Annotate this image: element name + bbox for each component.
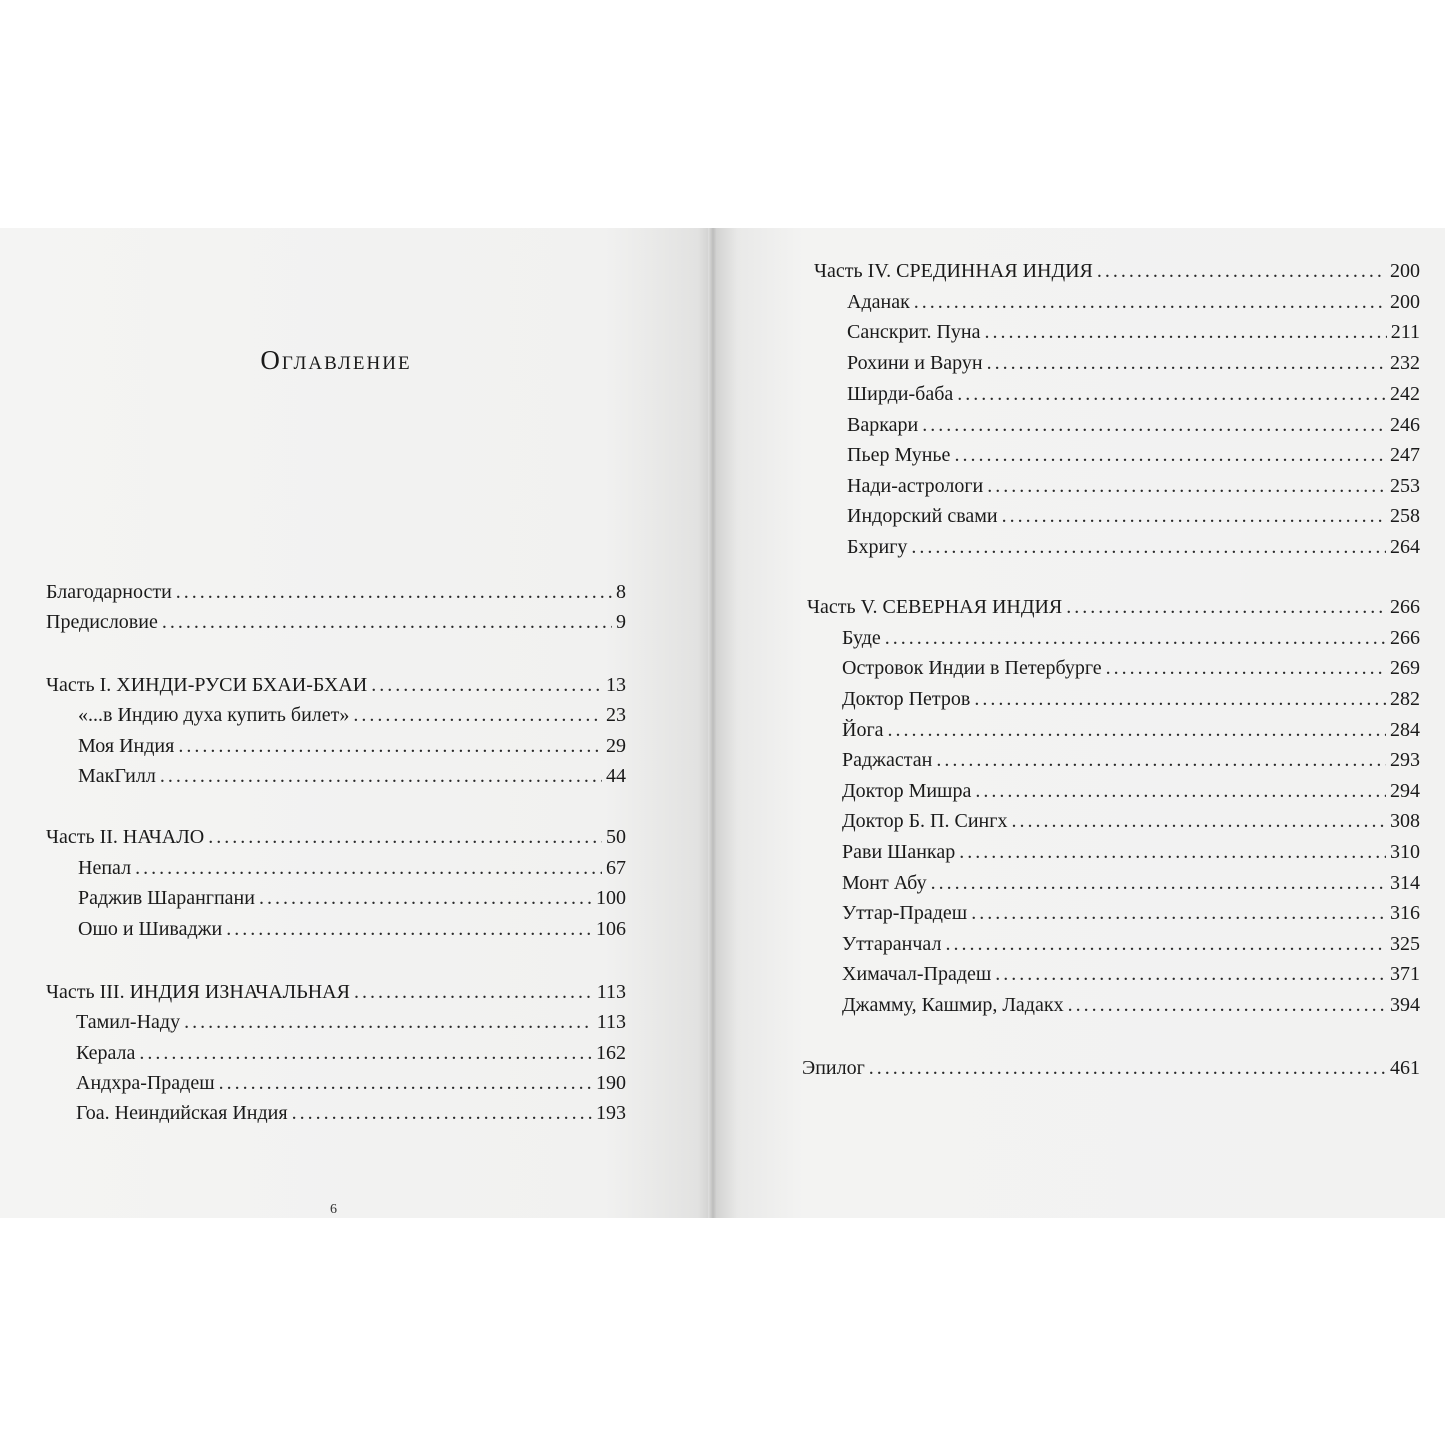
toc-entry-title: Ширди-баба bbox=[847, 383, 954, 405]
toc-entry-page: 266 bbox=[1390, 596, 1420, 618]
toc-entry bbox=[46, 577, 626, 607]
toc-entry-page: 232 bbox=[1390, 352, 1420, 374]
leader-dots bbox=[957, 379, 1386, 409]
toc-entry-title: Часть V. СЕВЕРНАЯ ИНДИЯ bbox=[807, 596, 1063, 618]
leader-dots bbox=[371, 670, 602, 700]
toc-entry-title: Часть III. ИНДИЯ ИЗНАЧАЛЬНАЯ bbox=[46, 981, 350, 1003]
toc-entry bbox=[842, 898, 1420, 928]
toc-entry-title: Рохини и Варун bbox=[847, 352, 983, 374]
toc-entry-title: Бхригу bbox=[847, 536, 908, 558]
toc-entry-title: Уттаранчал bbox=[842, 933, 942, 955]
toc-entry-title: Часть I. ХИНДИ-РУСИ БХАИ-БХАИ bbox=[46, 674, 368, 696]
toc-entry bbox=[76, 1068, 626, 1098]
leader-dots bbox=[208, 822, 602, 852]
toc-entry bbox=[76, 1098, 626, 1128]
toc-entry bbox=[76, 1038, 626, 1068]
toc-entry-title: Непал bbox=[78, 857, 132, 879]
toc-entry-title: Буде bbox=[842, 627, 881, 649]
toc-entry bbox=[46, 607, 626, 637]
leader-dots bbox=[226, 914, 592, 944]
toc-entry-page: 310 bbox=[1390, 841, 1420, 863]
toc-entry bbox=[842, 684, 1420, 714]
toc-entry-title: Ошо и Шиваджи bbox=[78, 918, 223, 940]
toc-entry-page: 211 bbox=[1390, 321, 1420, 343]
toc-entry bbox=[847, 471, 1420, 501]
leader-dots bbox=[869, 1053, 1386, 1083]
leader-dots bbox=[936, 745, 1386, 775]
toc-part-entry bbox=[814, 256, 1420, 286]
toc-entry-page: 282 bbox=[1390, 688, 1420, 710]
leader-dots bbox=[987, 348, 1386, 378]
toc-entry bbox=[842, 806, 1420, 836]
toc-entry-page: 294 bbox=[1390, 780, 1420, 802]
leader-dots bbox=[292, 1098, 592, 1128]
toc-entry-title: Моя Индия bbox=[78, 735, 175, 757]
toc-entry-title: Индорский свами bbox=[847, 505, 998, 527]
toc-entry-page: 284 bbox=[1390, 719, 1420, 741]
leader-dots bbox=[911, 532, 1386, 562]
toc-entry-page: 325 bbox=[1390, 933, 1420, 955]
toc-entry bbox=[847, 501, 1420, 531]
toc-entry-page: 264 bbox=[1390, 536, 1420, 558]
toc-entry-page: 50 bbox=[606, 826, 626, 848]
toc-entry-title: Йога bbox=[842, 719, 884, 741]
leader-dots bbox=[954, 440, 1386, 470]
leader-dots bbox=[1068, 990, 1386, 1020]
toc-entry-title: Монт Абу bbox=[842, 872, 927, 894]
toc-entry-page: 371 bbox=[1390, 963, 1420, 985]
toc-entry bbox=[802, 1053, 1420, 1083]
toc-entry-title: Гоа. Неиндийская Индия bbox=[76, 1102, 288, 1124]
toc-entry-title: МакГилл bbox=[78, 765, 156, 787]
toc-entry-page: 29 bbox=[606, 735, 626, 757]
leader-dots bbox=[995, 959, 1386, 989]
toc-entry bbox=[847, 287, 1420, 317]
toc-part-entry bbox=[807, 592, 1420, 622]
toc-entry-page: 253 bbox=[1390, 475, 1420, 497]
toc-entry-title: Нади-астрологи bbox=[847, 475, 984, 497]
toc-entry-page: 269 bbox=[1390, 657, 1420, 679]
toc-entry-title: Химачал-Прадеш bbox=[842, 963, 992, 985]
leader-dots bbox=[176, 577, 612, 607]
toc-entry-title: Предисловие bbox=[46, 611, 158, 633]
book-spread bbox=[0, 228, 1445, 1218]
toc-entry bbox=[78, 761, 626, 791]
toc-entry bbox=[842, 715, 1420, 745]
toc-entry-page: 8 bbox=[616, 581, 626, 603]
right-page bbox=[716, 228, 1445, 1218]
toc-entry bbox=[842, 653, 1420, 683]
leader-dots bbox=[139, 1038, 592, 1068]
toc-entry-page: 9 bbox=[616, 611, 626, 633]
toc-entry-page: 246 bbox=[1390, 414, 1420, 436]
toc-entry-title: Благодарности bbox=[46, 581, 172, 603]
toc-entry bbox=[78, 853, 626, 883]
toc-entry-title: Эпилог bbox=[802, 1057, 865, 1079]
leader-dots bbox=[1066, 592, 1386, 622]
leader-dots bbox=[1002, 501, 1386, 531]
toc-entry-page: 193 bbox=[596, 1102, 626, 1124]
toc-entry-title: Доктор Б. П. Сингх bbox=[842, 810, 1008, 832]
leader-dots bbox=[931, 868, 1386, 898]
toc-entry-title: Варкари bbox=[847, 414, 919, 436]
toc-entry-title: Аданак bbox=[847, 291, 910, 313]
toc-entry bbox=[847, 440, 1420, 470]
leader-dots bbox=[259, 883, 592, 913]
toc-entry bbox=[78, 914, 626, 944]
toc-entry bbox=[847, 317, 1420, 347]
toc-entry-title: Часть IV. СРЕДИННАЯ ИНДИЯ bbox=[814, 260, 1093, 282]
toc-entry-title: Доктор Мишра bbox=[842, 780, 972, 802]
toc-entry bbox=[847, 410, 1420, 440]
toc-entry-page: 308 bbox=[1390, 810, 1420, 832]
toc-entry-title: Тамил-Наду bbox=[76, 1011, 181, 1033]
toc-part-entry bbox=[46, 670, 626, 700]
toc-entry-page: 44 bbox=[606, 765, 626, 787]
toc-entry-page: 242 bbox=[1390, 383, 1420, 405]
leader-dots bbox=[987, 471, 1386, 501]
toc-entry-page: 23 bbox=[606, 704, 626, 726]
toc-entry bbox=[847, 348, 1420, 378]
toc-entry bbox=[842, 623, 1420, 653]
leader-dots bbox=[162, 607, 612, 637]
toc-entry-page: 293 bbox=[1390, 749, 1420, 771]
toc-entry bbox=[842, 868, 1420, 898]
leader-dots bbox=[219, 1068, 592, 1098]
toc-entry-title: Часть II. НАЧАЛО bbox=[46, 826, 205, 848]
toc-entry-title: Уттар-Прадеш bbox=[842, 902, 968, 924]
toc-entry bbox=[78, 883, 626, 913]
toc-entry bbox=[78, 731, 626, 761]
toc-entry-page: 247 bbox=[1390, 444, 1420, 466]
toc-part-entry bbox=[46, 822, 626, 852]
toc-entry-page: 106 bbox=[596, 918, 626, 940]
toc-entry-page: 13 bbox=[606, 674, 626, 696]
toc-entry bbox=[78, 700, 626, 730]
leader-dots bbox=[888, 715, 1386, 745]
toc-entry-page: 113 bbox=[596, 1011, 626, 1033]
toc-entry bbox=[842, 929, 1420, 959]
leader-dots bbox=[975, 776, 1386, 806]
toc-entry-page: 461 bbox=[1390, 1057, 1420, 1079]
toc-entry-page: 100 bbox=[596, 887, 626, 909]
toc-entry-page: 258 bbox=[1390, 505, 1420, 527]
toc-entry-page: 113 bbox=[596, 981, 626, 1003]
leader-dots bbox=[885, 623, 1386, 653]
toc-entry-title: Андхра-Прадеш bbox=[76, 1072, 215, 1094]
leader-dots bbox=[1106, 653, 1386, 683]
leader-dots bbox=[178, 731, 602, 761]
toc-entry bbox=[842, 990, 1420, 1020]
leader-dots bbox=[959, 837, 1386, 867]
toc-entry bbox=[842, 745, 1420, 775]
toc-entry-title: «...в Индию духа купить билет» bbox=[78, 704, 350, 726]
toc-entry-title: Островок Индии в Петербурге bbox=[842, 657, 1102, 679]
toc-entry bbox=[842, 776, 1420, 806]
toc-entry bbox=[842, 959, 1420, 989]
page-number: 6 bbox=[330, 1202, 337, 1217]
toc-entry-page: 190 bbox=[596, 1072, 626, 1094]
toc-entry-title: Доктор Петров bbox=[842, 688, 971, 710]
toc-entry-page: 67 bbox=[606, 857, 626, 879]
leader-dots bbox=[974, 684, 1386, 714]
leader-dots bbox=[1097, 256, 1386, 286]
leader-dots bbox=[160, 761, 602, 791]
toc-entry-title: Раджив Шарангпани bbox=[78, 887, 255, 909]
toc-part-entry bbox=[46, 977, 626, 1007]
toc-entry-title: Джамму, Кашмир, Ладакх bbox=[842, 994, 1064, 1016]
toc-entry-title: Пьер Мунье bbox=[847, 444, 951, 466]
toc-entry bbox=[847, 379, 1420, 409]
toc-entry-page: 394 bbox=[1390, 994, 1420, 1016]
leader-dots bbox=[914, 287, 1386, 317]
toc-entry-page: 314 bbox=[1390, 872, 1420, 894]
toc-entry-title: Рави Шанкар bbox=[842, 841, 956, 863]
toc-entry-page: 200 bbox=[1390, 260, 1420, 282]
toc-entry-page: 266 bbox=[1390, 627, 1420, 649]
toc-entry bbox=[847, 532, 1420, 562]
toc-entry-title: Санскрит. Пуна bbox=[847, 321, 981, 343]
toc-entry bbox=[842, 837, 1420, 867]
left-page bbox=[0, 228, 712, 1218]
toc-entry-page: 162 bbox=[596, 1042, 626, 1064]
toc-entry-title: Керала bbox=[76, 1042, 136, 1064]
leader-dots bbox=[984, 317, 1386, 347]
leader-dots bbox=[922, 410, 1386, 440]
toc-heading: Оглавление bbox=[260, 345, 412, 375]
toc-entry bbox=[76, 1007, 626, 1037]
leader-dots bbox=[135, 853, 602, 883]
leader-dots bbox=[184, 1007, 593, 1037]
leader-dots bbox=[971, 898, 1386, 928]
toc-entry-page: 316 bbox=[1390, 902, 1420, 924]
leader-dots bbox=[353, 700, 602, 730]
leader-dots bbox=[1011, 806, 1386, 836]
leader-dots bbox=[945, 929, 1386, 959]
toc-entry-page: 200 bbox=[1390, 291, 1420, 313]
toc-entry-title: Раджастан bbox=[842, 749, 933, 771]
leader-dots bbox=[354, 977, 593, 1007]
